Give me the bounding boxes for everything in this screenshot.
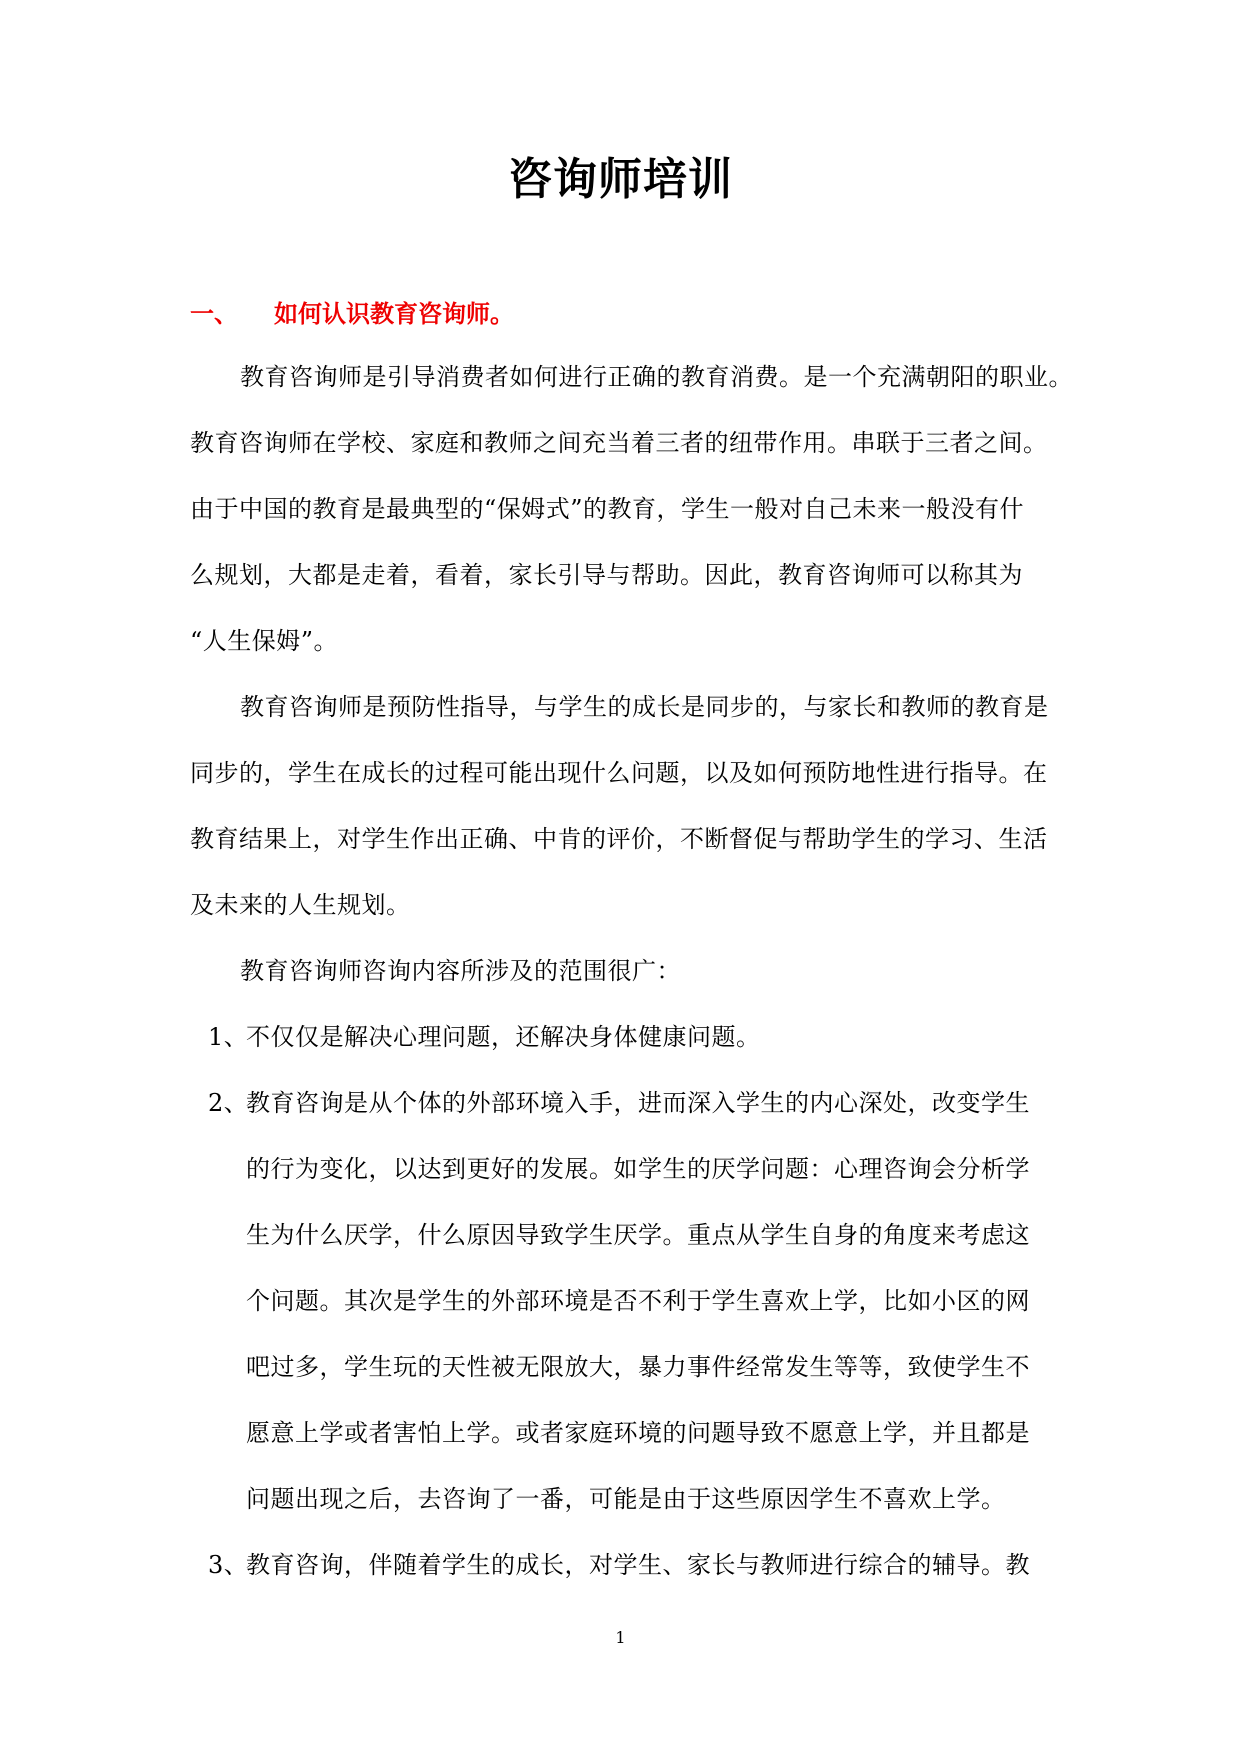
paragraph-line: 教育咨询师在学校、家庭和教师之间充当着三者的纽带作用。串联于三者之间。: [190, 429, 1048, 457]
list-marker: 2、: [208, 1089, 249, 1117]
paragraph-line: 教育咨询师咨询内容所涉及的范围很广：: [240, 957, 681, 985]
paragraph-line: 教育咨询师是预防性指导，与学生的成长是同步的，与家长和教师的教育是: [240, 693, 1049, 721]
list-marker: 3、: [208, 1551, 249, 1579]
page-number: 1: [615, 1628, 626, 1647]
list-item-line: 生为什么厌学，什么原因导致学生厌学。重点从学生自身的角度来考虑这: [246, 1221, 1030, 1249]
paragraph-line: 同步的，学生在成长的过程可能出现什么问题，以及如何预防地性进行指导。在: [190, 759, 1048, 787]
paragraph-line: 由于中国的教育是最典型的“保姆式”的教育，学生一般对自己未来一般没有什: [190, 495, 1025, 523]
list-item-line: 个问题。其次是学生的外部环境是否不利于学生喜欢上学，比如小区的网: [246, 1287, 1030, 1315]
document-title: 咨询师培训: [508, 154, 733, 205]
paragraph-line: “人生保姆”。: [190, 627, 339, 655]
list-item-line: 教育咨询，伴随着学生的成长，对学生、家长与教师进行综合的辅导。教: [246, 1551, 1030, 1579]
section-heading-text: 如何认识教育咨询师。: [274, 299, 514, 328]
paragraph-line: 教育咨询师是引导消费者如何进行正确的教育消费。是一个充满朝阳的职业。: [240, 363, 1073, 391]
paragraph-line: 教育结果上，对学生作出正确、中肯的评价，不断督促与帮助学生的学习、生活: [190, 825, 1048, 853]
list-item-line: 愿意上学或者害怕上学。或者家庭环境的问题导致不愿意上学，并且都是: [246, 1419, 1030, 1447]
list-item-line: 吧过多，学生玩的天性被无限放大，暴力事件经常发生等等，致使学生不: [246, 1353, 1030, 1381]
list-item-line: 的行为变化，以达到更好的发展。如学生的厌学问题：心理咨询会分析学: [246, 1155, 1030, 1183]
list-item-line: 教育咨询是从个体的外部环境入手，进而深入学生的内心深处，改变学生: [246, 1089, 1030, 1117]
section-number: 一、: [190, 299, 238, 328]
paragraph-line: 及未来的人生规划。: [190, 891, 411, 919]
list-item-line: 不仅仅是解决心理问题，还解决身体健康问题。: [246, 1023, 761, 1051]
section-heading: [190, 297, 514, 331]
list-item-line: 问题出现之后，去咨询了一番，可能是由于这些原因学生不喜欢上学。: [246, 1485, 1006, 1513]
list-marker: 1、: [208, 1023, 249, 1051]
paragraph-line: 么规划，大都是走着，看着，家长引导与帮助。因此，教育咨询师可以称其为: [190, 561, 1023, 589]
